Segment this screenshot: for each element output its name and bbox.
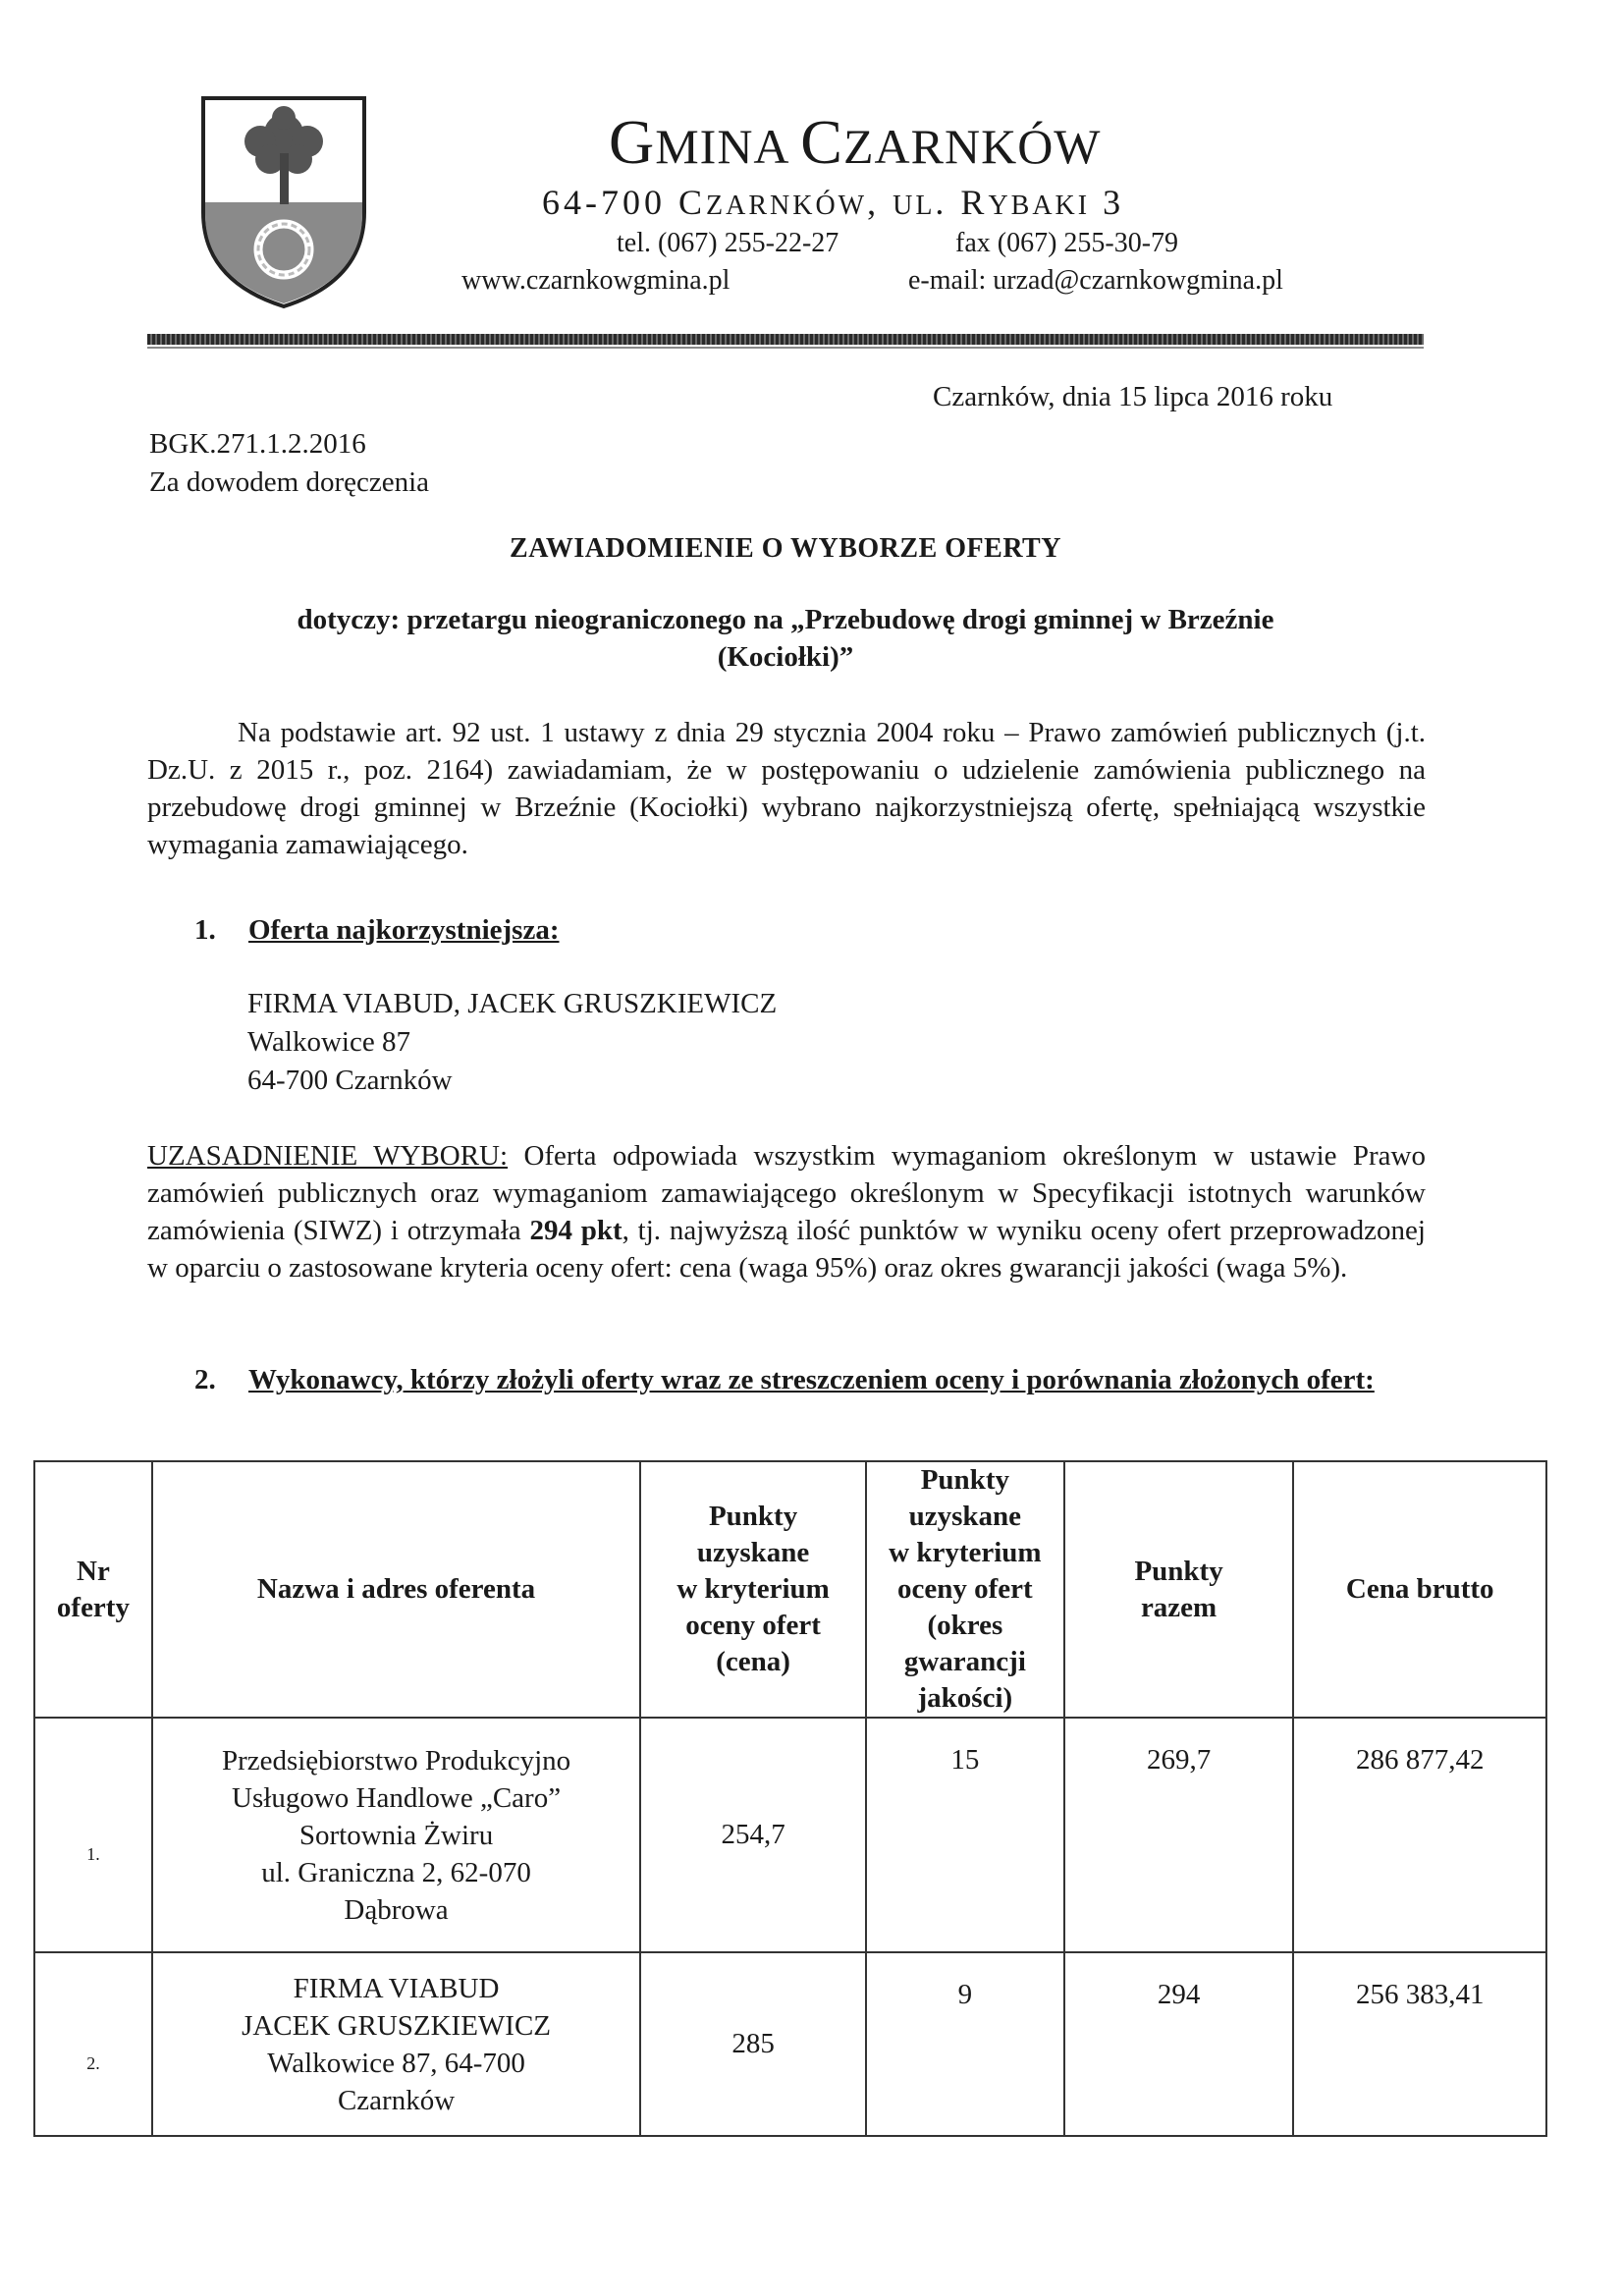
justification-paragraph: UZASADNIENIE WYBORU: Oferta odpowiada wszystkim wymaganiom określonym w ustawie Prawo zamówień publicznych oraz wymaganiom zamawiającego określonym w Specyfikacji istotnych warunków zamówienia (SIWZ) i otrzymała 294 pkt, tj. najwyższą ilość punktów w wyniku oceny ofert przeprowadzonej w oparciu o zastosowane kryteria oceny ofert: cena (waga 95%) oraz okres gwarancji jakości (waga 5%). bbox=[147, 1140, 1426, 1284]
header-gross-price: Cena brutto bbox=[1293, 1461, 1546, 1718]
offer-number: 2. bbox=[34, 1952, 152, 2136]
header-divider bbox=[147, 334, 1424, 345]
awarded-points: 294 pkt bbox=[529, 1215, 622, 1246]
coat-of-arms-icon bbox=[199, 94, 368, 310]
header-price-points: Punkty uzyskane w kryterium oceny ofert (cena) bbox=[640, 1461, 866, 1718]
offer-number: 1. bbox=[34, 1718, 152, 1952]
reference-number: BGK.271.1.2.2016 bbox=[149, 428, 366, 460]
subject-line-2: (Kociołki)” bbox=[717, 641, 854, 673]
bidder-name: FIRMA VIABUD JACEK GRUSZKIEWICZ Walkowice 87, 64-700 Czarnków bbox=[152, 1952, 640, 2136]
justification-label: UZASADNIENIE WYBORU: bbox=[147, 1140, 509, 1172]
subject-line-1: dotyczy: przetargu nieograniczonego na „Przebudowę drogi gminnej w Brzeźnie bbox=[297, 604, 1274, 635]
header-bidder-name: Nazwa i adres oferenta bbox=[152, 1461, 640, 1718]
delivery-note: Za dowodem doręczenia bbox=[149, 466, 430, 498]
price-points: 285 bbox=[640, 1952, 866, 2136]
offers-table bbox=[33, 1460, 1547, 2137]
winner-block bbox=[247, 985, 777, 1100]
table-header-row bbox=[34, 1461, 1546, 1718]
header-total-points: Punkty razem bbox=[1064, 1461, 1294, 1718]
winner-street: Walkowice 87 bbox=[247, 1026, 410, 1058]
section-1-title: 1. Oferta najkorzystniejsza: bbox=[194, 914, 560, 946]
table-row bbox=[34, 1952, 1546, 2136]
winner-name: FIRMA VIABUD, JACEK GRUSZKIEWICZ bbox=[247, 988, 778, 1019]
reference-block bbox=[149, 425, 429, 502]
website-link[interactable]: www.czarnkowgmina.pl bbox=[461, 265, 730, 296]
gross-price: 256 383,41 bbox=[1293, 1952, 1546, 2136]
price-points: 254,7 bbox=[640, 1718, 866, 1952]
section-2-title: 2. Wykonawcy, którzy złożyli oferty wraz ze streszczeniem oceny i porównania złożonych ofert: bbox=[194, 1364, 1375, 1395]
warranty-points: 15 bbox=[866, 1718, 1064, 1952]
phone-number: tel. (067) 255-22-27 bbox=[617, 228, 839, 258]
header-divider-thin bbox=[147, 347, 1424, 349]
municipality-address: 64-700 CZARNKÓW, UL. RYBAKI 3 bbox=[542, 183, 1125, 222]
email-link[interactable]: e-mail: urzad@czarnkowgmina.pl bbox=[908, 265, 1283, 296]
header-warranty-points: Punkty uzyskane w kryterium oceny ofert (okres gwarancji jakości) bbox=[866, 1461, 1064, 1718]
subject-block bbox=[147, 601, 1424, 676]
bidder-name: Przedsiębiorstwo Produkcyjno Usługowo Handlowe „Caro” Sortownia Żwiru ul. Graniczna 2, 62-070 Dąbrowa bbox=[152, 1718, 640, 1952]
warranty-points: 9 bbox=[866, 1952, 1064, 2136]
fax-number: fax (067) 255-30-79 bbox=[955, 228, 1179, 258]
municipality-title: GMINA CZARNKÓW bbox=[609, 107, 1102, 177]
table-row bbox=[34, 1718, 1546, 1952]
total-points: 269,7 bbox=[1064, 1718, 1294, 1952]
gross-price: 286 877,42 bbox=[1293, 1718, 1546, 1952]
header-offer-number: Nr oferty bbox=[34, 1461, 152, 1718]
document-date: Czarnków, dnia 15 lipca 2016 roku bbox=[933, 381, 1333, 412]
intro-paragraph bbox=[147, 714, 1426, 863]
document-heading: ZAWIADOMIENIE O WYBORZE OFERTY bbox=[510, 533, 1061, 564]
intro-text: Na podstawie art. 92 ust. 1 ustawy z dnia 29 stycznia 2004 roku – Prawo zamówień publicznych (j.t. Dz.U. z 2015 r., poz. 2164) zawiadamiam, że w postępowaniu o udzielenie zamówienia publicznego na przebudowę drogi gminnej w Brzeźnie (Kociołki) wybrano najkorzystniejszą ofertę, spełniającą wszystkie wymagania zamawiającego. bbox=[147, 717, 1426, 860]
total-points: 294 bbox=[1064, 1952, 1294, 2136]
winner-city: 64-700 Czarnków bbox=[247, 1065, 453, 1096]
